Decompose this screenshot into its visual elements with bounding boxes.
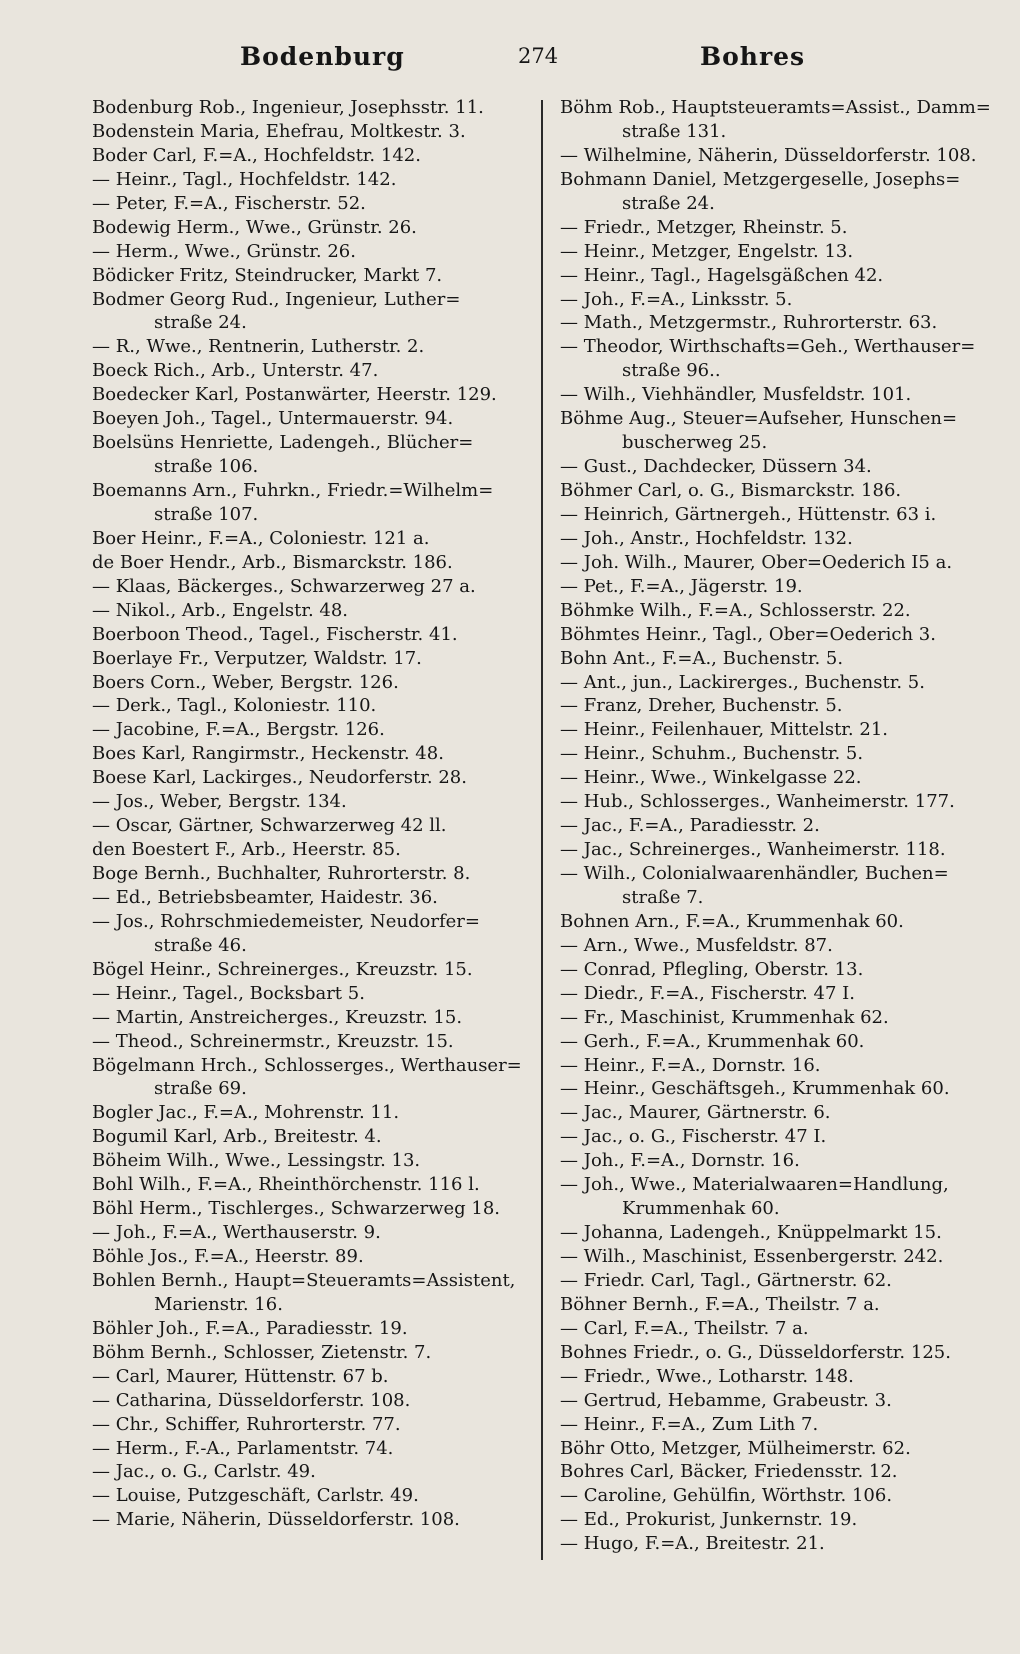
header-left-keyword: Bodenburg — [240, 42, 405, 71]
directory-entry: Bodewig Herm., Wwe., Grünstr. 26. — [92, 216, 417, 238]
directory-entry: — Catharina, Düsseldorferstr. 108. — [92, 1389, 411, 1411]
directory-entry: — Ed., Betriebsbeamter, Haidestr. 36. — [92, 886, 438, 908]
entry-continuation: straße 69. — [154, 1078, 247, 1100]
directory-entry: Boemanns Arn., Fuhrkn., Friedr.=Wilhelm= — [92, 480, 494, 501]
directory-entry: — Franz, Dreher, Buchenstr. 5. — [560, 695, 843, 717]
entry-continuation: buscherweg 25. — [622, 432, 768, 454]
directory-entry: Böhm Rob., Hauptsteueramts=Assist., Damm= — [560, 97, 991, 118]
directory-entry: Bohnen Arn., F.=A., Krummenhak 60. — [560, 910, 904, 932]
directory-entry: — Theodor, Wirthschafts=Geh., Werthauser= — [560, 336, 976, 358]
directory-entry: — Louise, Putzgeschäft, Carlstr. 49. — [92, 1485, 419, 1507]
directory-entry: — Joh., F.=A., Linksstr. 5. — [560, 288, 793, 310]
directory-entry: Boeyen Joh., Tagel., Untermauerstr. 94. — [92, 408, 454, 430]
directory-entry: Böheim Wilh., Wwe., Lessingstr. 13. — [92, 1150, 421, 1172]
directory-entry: Boedecker Karl, Postanwärter, Heerstr. 129. — [92, 384, 497, 406]
directory-entry: Bodmer Georg Rud., Ingenieur, Luther= — [92, 288, 461, 310]
directory-entry: — Herm., F.-A., Parlamentstr. 74. — [92, 1437, 394, 1459]
directory-entry: Böhner Bernh., F.=A., Theilstr. 7 a. — [560, 1293, 880, 1315]
directory-entry: — Wilh., Colonialwaarenhändler, Buchen= — [560, 863, 949, 884]
directory-entry: — Heinr., Feilenhauer, Mittelstr. 21. — [560, 719, 888, 741]
entry-continuation: straße 24. — [154, 312, 247, 334]
entry-continuation: straße 96.. — [622, 360, 721, 382]
directory-entry: — Oscar, Gärtner, Schwarzerweg 42 ll. — [92, 815, 447, 837]
directory-entry: Bödicker Fritz, Steindrucker, Markt 7. — [92, 264, 443, 286]
directory-entry: — Gust., Dachdecker, Düssern 34. — [560, 456, 872, 478]
directory-entry: — Heinr., F.=A., Dornstr. 16. — [560, 1054, 821, 1076]
directory-entry: — Jacobine, F.=A., Bergstr. 126. — [92, 719, 385, 741]
directory-entry: — Friedr. Carl, Tagl., Gärtnerstr. 62. — [560, 1269, 892, 1291]
directory-entry: Boers Corn., Weber, Bergstr. 126. — [92, 671, 399, 693]
directory-entry: — Hub., Schlosserges., Wanheimerstr. 177. — [560, 791, 955, 813]
directory-entry: — Joh., Anstr., Hochfeldstr. 132. — [560, 527, 853, 549]
directory-entry: — Friedr., Wwe., Lotharstr. 148. — [560, 1365, 854, 1387]
directory-entry: — Peter, F.=A., Fischerstr. 52. — [92, 192, 366, 214]
directory-entry: Boese Karl, Lackirges., Neudorferstr. 28. — [92, 767, 467, 789]
directory-entry: Boer Heinr., F.=A., Coloniestr. 121 a. — [92, 527, 430, 549]
directory-entry: — Joh., Wwe., Materialwaaren=Handlung, — [560, 1174, 949, 1196]
directory-entry: — Wilh., Viehhändler, Musfeldstr. 101. — [560, 384, 912, 406]
directory-entry: — Math., Metzgermstr., Ruhrorterstr. 63. — [560, 312, 938, 334]
directory-entry: — Jos., Weber, Bergstr. 134. — [92, 791, 347, 813]
directory-entry: — Diedr., F.=A., Fischerstr. 47 I. — [560, 982, 855, 1004]
directory-entry: de Boer Hendr., Arb., Bismarckstr. 186. — [92, 551, 453, 573]
entry-continuation: Krummenhak 60. — [622, 1198, 780, 1220]
directory-entry: — Martin, Anstreicherges., Kreuzstr. 15. — [92, 1006, 463, 1028]
column-divider — [541, 100, 543, 1560]
directory-entry: — Jos., Rohrschmiedemeister, Neudorfer= — [92, 910, 480, 932]
directory-entry: Böhl Herm., Tischlerges., Schwarzerweg 18. — [92, 1198, 501, 1220]
directory-entry: — Conrad, Pflegling, Oberstr. 13. — [560, 958, 864, 980]
directory-entry: Bogumil Karl, Arb., Breitestr. 4. — [92, 1126, 382, 1148]
left-column — [92, 96, 522, 1532]
directory-entry: — Marie, Näherin, Düsseldorferstr. 108. — [92, 1509, 460, 1531]
directory-entry: Böhle Jos., F.=A., Heerstr. 89. — [92, 1246, 364, 1267]
directory-entry: — Derk., Tagl., Koloniestr. 110. — [92, 695, 377, 717]
directory-entry: — Wilh., Maschinist, Essenbergerstr. 242. — [560, 1246, 944, 1267]
directory-entry: — Carl, F.=A., Theilstr. 7 a. — [560, 1317, 809, 1339]
entry-continuation: straße 46. — [154, 934, 247, 956]
directory-entry: Bohres Carl, Bäcker, Friedensstr. 12. — [560, 1461, 898, 1483]
directory-entry: — Fr., Maschinist, Krummenhak 62. — [560, 1006, 889, 1028]
directory-entry: Bodenstein Maria, Ehefrau, Moltkestr. 3. — [92, 120, 466, 142]
directory-entry: — Jac., Schreinerges., Wanheimerstr. 118. — [560, 839, 946, 861]
entry-continuation: Marienstr. 16. — [154, 1293, 283, 1315]
directory-entry: Boerlaye Fr., Verputzer, Waldstr. 17. — [92, 647, 422, 669]
directory-entry: — Joh., F.=A., Werthauserstr. 9. — [92, 1222, 381, 1244]
entry-continuation: straße 131. — [622, 120, 727, 142]
directory-entry: — R., Wwe., Rentnerin, Lutherstr. 2. — [92, 336, 425, 358]
directory-entry: Böhmke Wilh., F.=A., Schlosserstr. 22. — [560, 599, 911, 621]
directory-entry: — Jac., Maurer, Gärtnerstr. 6. — [560, 1102, 831, 1124]
directory-entry: Boerboon Theod., Tagel., Fischerstr. 41. — [92, 623, 458, 645]
directory-entry: — Pet., F.=A., Jägerstr. 19. — [560, 575, 803, 597]
directory-entry: Bohmann Daniel, Metzgergeselle, Josephs= — [560, 168, 961, 190]
directory-entry: Bögel Heinr., Schreinerges., Kreuzstr. 15. — [92, 958, 473, 980]
directory-entry: — Gertrud, Hebamme, Grabeustr. 3. — [560, 1389, 892, 1411]
directory-entry: — Johanna, Ladengeh., Knüppelmarkt 15. — [560, 1222, 942, 1244]
directory-entry: — Jac., F.=A., Paradiesstr. 2. — [560, 815, 820, 837]
directory-entry: Boder Carl, F.=A., Hochfeldstr. 142. — [92, 144, 421, 166]
directory-entry: — Heinr., Tagel., Bocksbart 5. — [92, 982, 365, 1004]
page-header — [90, 42, 990, 82]
directory-entry: — Heinr., F.=A., Zum Lith 7. — [560, 1413, 819, 1435]
directory-entry: Böhler Joh., F.=A., Paradiesstr. 19. — [92, 1317, 408, 1339]
directory-entry: — Klaas, Bäckerges., Schwarzerweg 27 a. — [92, 575, 476, 597]
directory-entry: Bohnes Friedr., o. G., Düsseldorferstr. 125. — [560, 1341, 951, 1363]
directory-entry: — Heinr., Schuhm., Buchenstr. 5. — [560, 743, 864, 765]
directory-entry: Bohn Ant., F.=A., Buchenstr. 5. — [560, 647, 844, 669]
directory-entry: — Ant., jun., Lackirerges., Buchenstr. 5. — [560, 671, 925, 693]
directory-entry: — Heinrich, Gärtnergeh., Hüttenstr. 63 i. — [560, 503, 937, 525]
directory-entry: — Caroline, Gehülfin, Wörthstr. 106. — [560, 1485, 893, 1507]
directory-entry: Böhme Aug., Steuer=Aufseher, Hunschen= — [560, 408, 958, 430]
directory-entry: — Carl, Maurer, Hüttenstr. 67 b. — [92, 1365, 389, 1387]
directory-entry: Böhmer Carl, o. G., Bismarckstr. 186. — [560, 480, 902, 501]
directory-entry: — Nikol., Arb., Engelstr. 48. — [92, 599, 349, 621]
directory-entry: den Boestert F., Arb., Heerstr. 85. — [92, 839, 401, 861]
directory-entry: — Hugo, F.=A., Breitestr. 21. — [560, 1533, 825, 1555]
directory-entry: — Jac., o. G., Carlstr. 49. — [92, 1461, 316, 1483]
directory-entry: Böhmtes Heinr., Tagl., Ober=Oederich 3. — [560, 623, 936, 645]
right-column — [560, 96, 1000, 1556]
directory-entry: — Heinr., Geschäftsgeh., Krummenhak 60. — [560, 1078, 950, 1100]
directory-entry: — Chr., Schiffer, Ruhrorterstr. 77. — [92, 1413, 401, 1435]
directory-entry: — Friedr., Metzger, Rheinstr. 5. — [560, 216, 848, 238]
directory-entry: — Joh. Wilh., Maurer, Ober=Oederich I5 a. — [560, 551, 953, 573]
entry-continuation: straße 107. — [154, 503, 259, 525]
directory-entry: Böhm Bernh., Schlosser, Zietenstr. 7. — [92, 1341, 432, 1363]
directory-entry: — Wilhelmine, Näherin, Düsseldorferstr. 108. — [560, 144, 977, 166]
directory-entry: — Heinr., Metzger, Engelstr. 13. — [560, 240, 854, 262]
directory-entry: — Joh., F.=A., Dornstr. 16. — [560, 1150, 800, 1172]
entry-continuation: straße 24. — [622, 192, 715, 214]
directory-entry: Bohlen Bernh., Haupt=Steueramts=Assistent, — [92, 1269, 516, 1291]
entry-continuation: straße 106. — [154, 456, 259, 478]
directory-entry: — Jac., o. G., Fischerstr. 47 I. — [560, 1126, 827, 1148]
directory-entry: — Heinr., Tagl., Hagelsgäßchen 42. — [560, 264, 884, 286]
directory-entry: — Theod., Schreinermstr., Kreuzstr. 15. — [92, 1030, 454, 1052]
directory-entry: — Heinr., Wwe., Winkelgasse 22. — [560, 767, 862, 789]
directory-entry: — Herm., Wwe., Grünstr. 26. — [92, 240, 356, 262]
directory-entry: Boeck Rich., Arb., Unterstr. 47. — [92, 360, 379, 382]
directory-entry: Böhr Otto, Metzger, Mülheimerstr. 62. — [560, 1437, 911, 1459]
directory-entry: Boelsüns Henriette, Ladengeh., Blücher= — [92, 432, 474, 454]
page-number: 274 — [518, 44, 559, 68]
directory-entry: Bogler Jac., F.=A., Mohrenstr. 11. — [92, 1102, 400, 1124]
directory-entry: — Ed., Prokurist, Junkernstr. 19. — [560, 1509, 858, 1531]
entry-continuation: straße 7. — [622, 886, 704, 908]
directory-entry: Bodenburg Rob., Ingenieur, Josephsstr. 11. — [92, 97, 484, 118]
directory-entry: — Heinr., Tagl., Hochfeldstr. 142. — [92, 168, 397, 190]
directory-entry: — Arn., Wwe., Musfeldstr. 87. — [560, 934, 833, 956]
directory-entry: — Gerh., F.=A., Krummenhak 60. — [560, 1030, 865, 1052]
directory-entry: Bohl Wilh., F.=A., Rheinthörchenstr. 116 l. — [92, 1174, 480, 1196]
header-right-keyword: Bohres — [700, 42, 806, 71]
directory-entry: Boge Bernh., Buchhalter, Ruhrorterstr. 8. — [92, 863, 471, 884]
directory-entry: Bögelmann Hrch., Schlosserges., Werthauser= — [92, 1054, 522, 1076]
directory-entry: Boes Karl, Rangirmstr., Heckenstr. 48. — [92, 743, 444, 765]
